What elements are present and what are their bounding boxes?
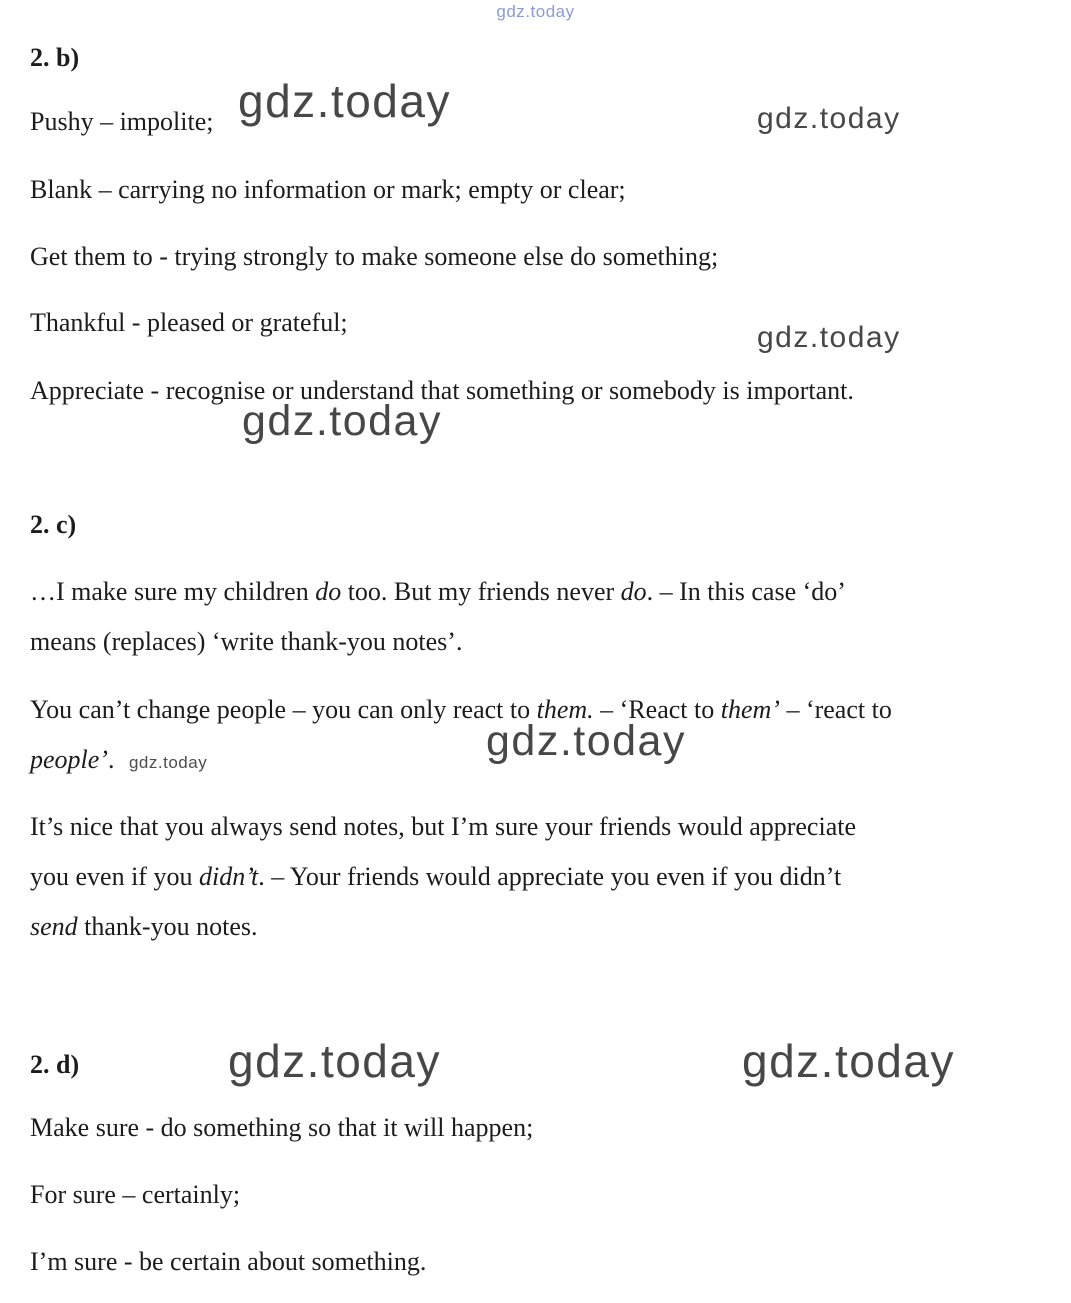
watermark-section-c-center: gdz.today: [486, 717, 686, 765]
definition-for-sure: For sure – certainly;: [30, 1180, 241, 1209]
text-segment: them’: [720, 695, 780, 724]
paragraph-c2: [30, 685, 892, 788]
watermark-right-1: gdz.today: [757, 102, 901, 135]
watermark-below-section-b: gdz.today: [242, 397, 442, 445]
watermark-section-b-inline: gdz.today: [238, 75, 451, 127]
definition-appreciate: Appreciate - recognise or understand that something or somebody is important.: [30, 376, 854, 405]
definition-im-sure: I’m sure - be certain about something.: [30, 1247, 427, 1276]
text-segment: them.: [536, 695, 594, 724]
text-segment: means (replaces) ‘write thank-you notes’.: [30, 627, 463, 656]
watermark-top: gdz.today: [496, 2, 575, 21]
definition-blank: Blank – carrying no information or mark; empty or clear;: [30, 175, 626, 204]
text-segment: . – In this case ‘do’: [646, 577, 846, 606]
definition-pushy: Pushy – impolite;: [30, 107, 214, 136]
watermark-section-d-right: gdz.today: [742, 1035, 955, 1087]
definition-thankful: Thankful - pleased or grateful;: [30, 308, 348, 337]
paragraph-c3: [30, 802, 856, 952]
watermark-section-d-left: gdz.today: [228, 1035, 441, 1087]
text-line: [30, 617, 846, 667]
text-line: [30, 852, 856, 902]
text-segment: . – Your friends would appreciate you even if you didn’t: [258, 862, 842, 891]
text-segment: people’: [30, 745, 108, 774]
text-line: [30, 685, 892, 735]
text-segment: .: [107, 745, 121, 774]
text-line: [30, 802, 856, 852]
section-d-heading: 2. d): [30, 1050, 80, 1079]
definition-make-sure: Make sure - do something so that it will happen;: [30, 1113, 534, 1142]
text-segment: It’s nice that you always send notes, but I’m sure your friends would appreciate: [30, 812, 856, 841]
watermark-inline: gdz.today: [128, 753, 208, 772]
text-segment: – ‘React to: [593, 695, 721, 724]
text-segment: too. But my friends never: [341, 577, 621, 606]
text-segment: do: [315, 577, 342, 606]
section-b-heading: 2. b): [30, 43, 80, 72]
text-segment: send: [30, 912, 78, 941]
text-line: [30, 902, 856, 952]
text-segment: do: [620, 577, 647, 606]
text-segment: …I make sure my children: [30, 577, 316, 606]
text-segment: you even if you: [30, 862, 199, 891]
text-line: [30, 735, 892, 788]
section-c-heading: 2. c): [30, 510, 77, 539]
definition-get-them-to: Get them to - trying strongly to make someone else do something;: [30, 242, 719, 271]
paragraph-c1: [30, 567, 846, 667]
text-segment: – ‘react to: [779, 695, 892, 724]
text-segment: didn’t: [198, 862, 259, 891]
watermark-right-2: gdz.today: [757, 321, 901, 354]
text-segment: thank-you notes.: [77, 912, 258, 941]
text-segment: You can’t change people – you can only react to: [30, 695, 537, 724]
text-line: [30, 567, 846, 617]
